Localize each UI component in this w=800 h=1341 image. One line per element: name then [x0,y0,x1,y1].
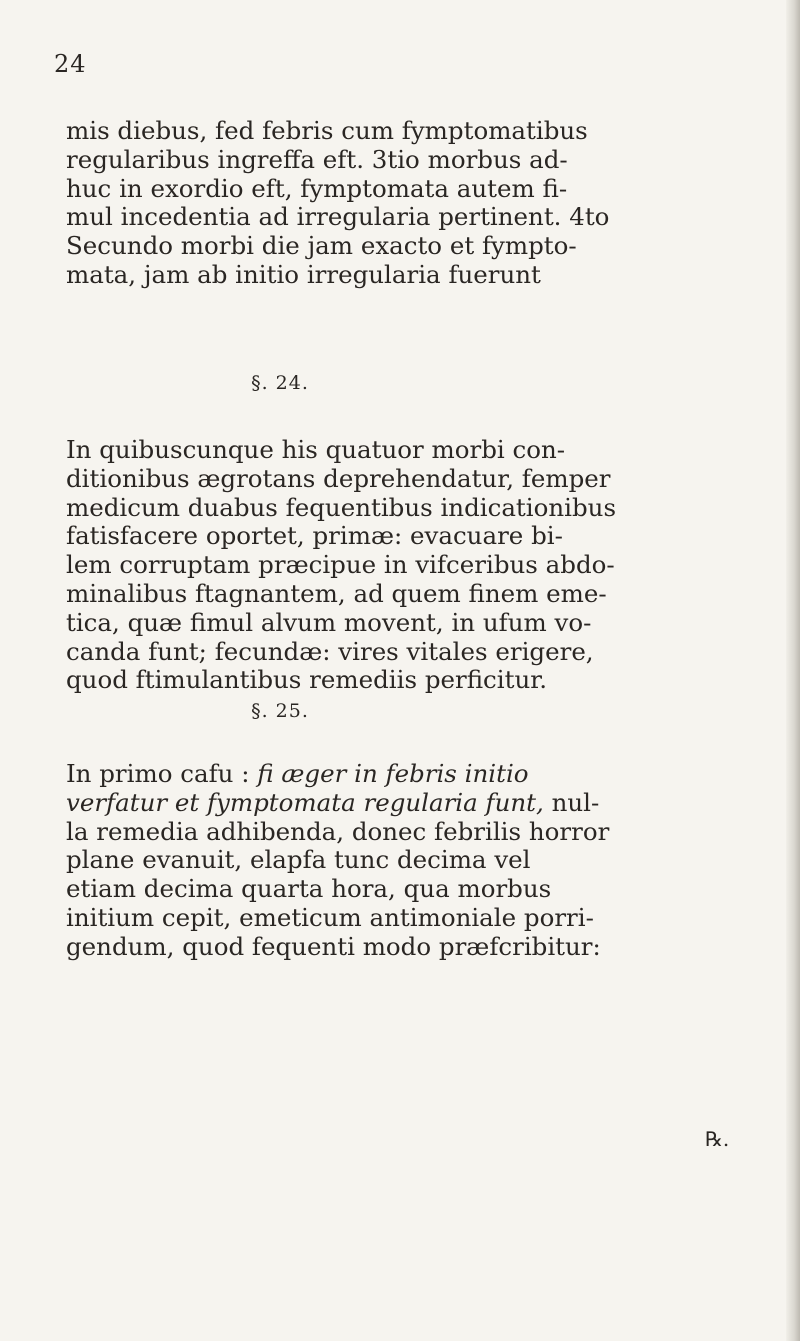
text-run: nul- [543,787,600,817]
italic-text: verfatur et fymptomata regularia funt, [66,787,544,817]
text-line: ditionibus ægrotans deprehendatur, femper [66,463,611,493]
text-line: mata, jam ab initio irregularia fuerunt [66,259,541,289]
section-heading-25: §. 25. [251,700,309,722]
text-line [66,789,771,818]
text-line: gendum, quod fequenti modo præfcribitur: [66,931,601,961]
text-line: tica, quæ fimul alvum movent, in ufum vo- [66,607,592,637]
text-line: etiam decima quarta hora, qua morbus [66,874,552,904]
page-number: 24 [54,50,87,78]
text-line: canda funt; fecundæ: vires vitales erigere, [66,636,594,666]
text-line: mul incedentia ad irregularia pertinent. 4to [66,202,610,232]
text-line: plane evanuit, elapfa tunc decima vel [66,845,531,875]
text-line: quod ftimulantibus remediis perficitur. [66,665,548,695]
paragraph-1 [66,117,771,290]
text-line [66,760,771,789]
catchword: ℞. [705,1127,730,1151]
text-run: In primo cafu : [66,759,258,788]
section-heading-24: §. 24. [251,372,309,394]
text-line: fatisfacere oportet, primæ: evacuare bi- [66,521,563,551]
text-line: medicum duabus fequentibus indicationibus [66,492,617,522]
text-line: In quibuscunque his quatuor morbi con- [66,435,566,464]
text-line: mis diebus, fed febris cum fymptomatibus [66,116,588,145]
paragraph-3 [66,760,771,962]
text-line: minalibus ftagnantem, ad quem finem eme- [66,578,607,608]
paragraph-2 [66,436,771,695]
italic-text: fi æger in febris initio [257,759,529,788]
text-line: Secundo morbi die jam exacto et fympto- [66,231,577,261]
text-line: la remedia adhibenda, donec febrilis horror [66,816,610,846]
text-line: initium cepit, emeticum antimoniale porri- [66,902,594,932]
text-line: huc in exordio eft, fymptomata autem fi- [66,173,568,203]
page-spine-shadow [786,0,800,1341]
text-line: regularibus ingreffa eft. 3tio morbus ad- [66,144,568,174]
text-line: lem corruptam præcipue in vifceribus abdo- [66,550,615,580]
